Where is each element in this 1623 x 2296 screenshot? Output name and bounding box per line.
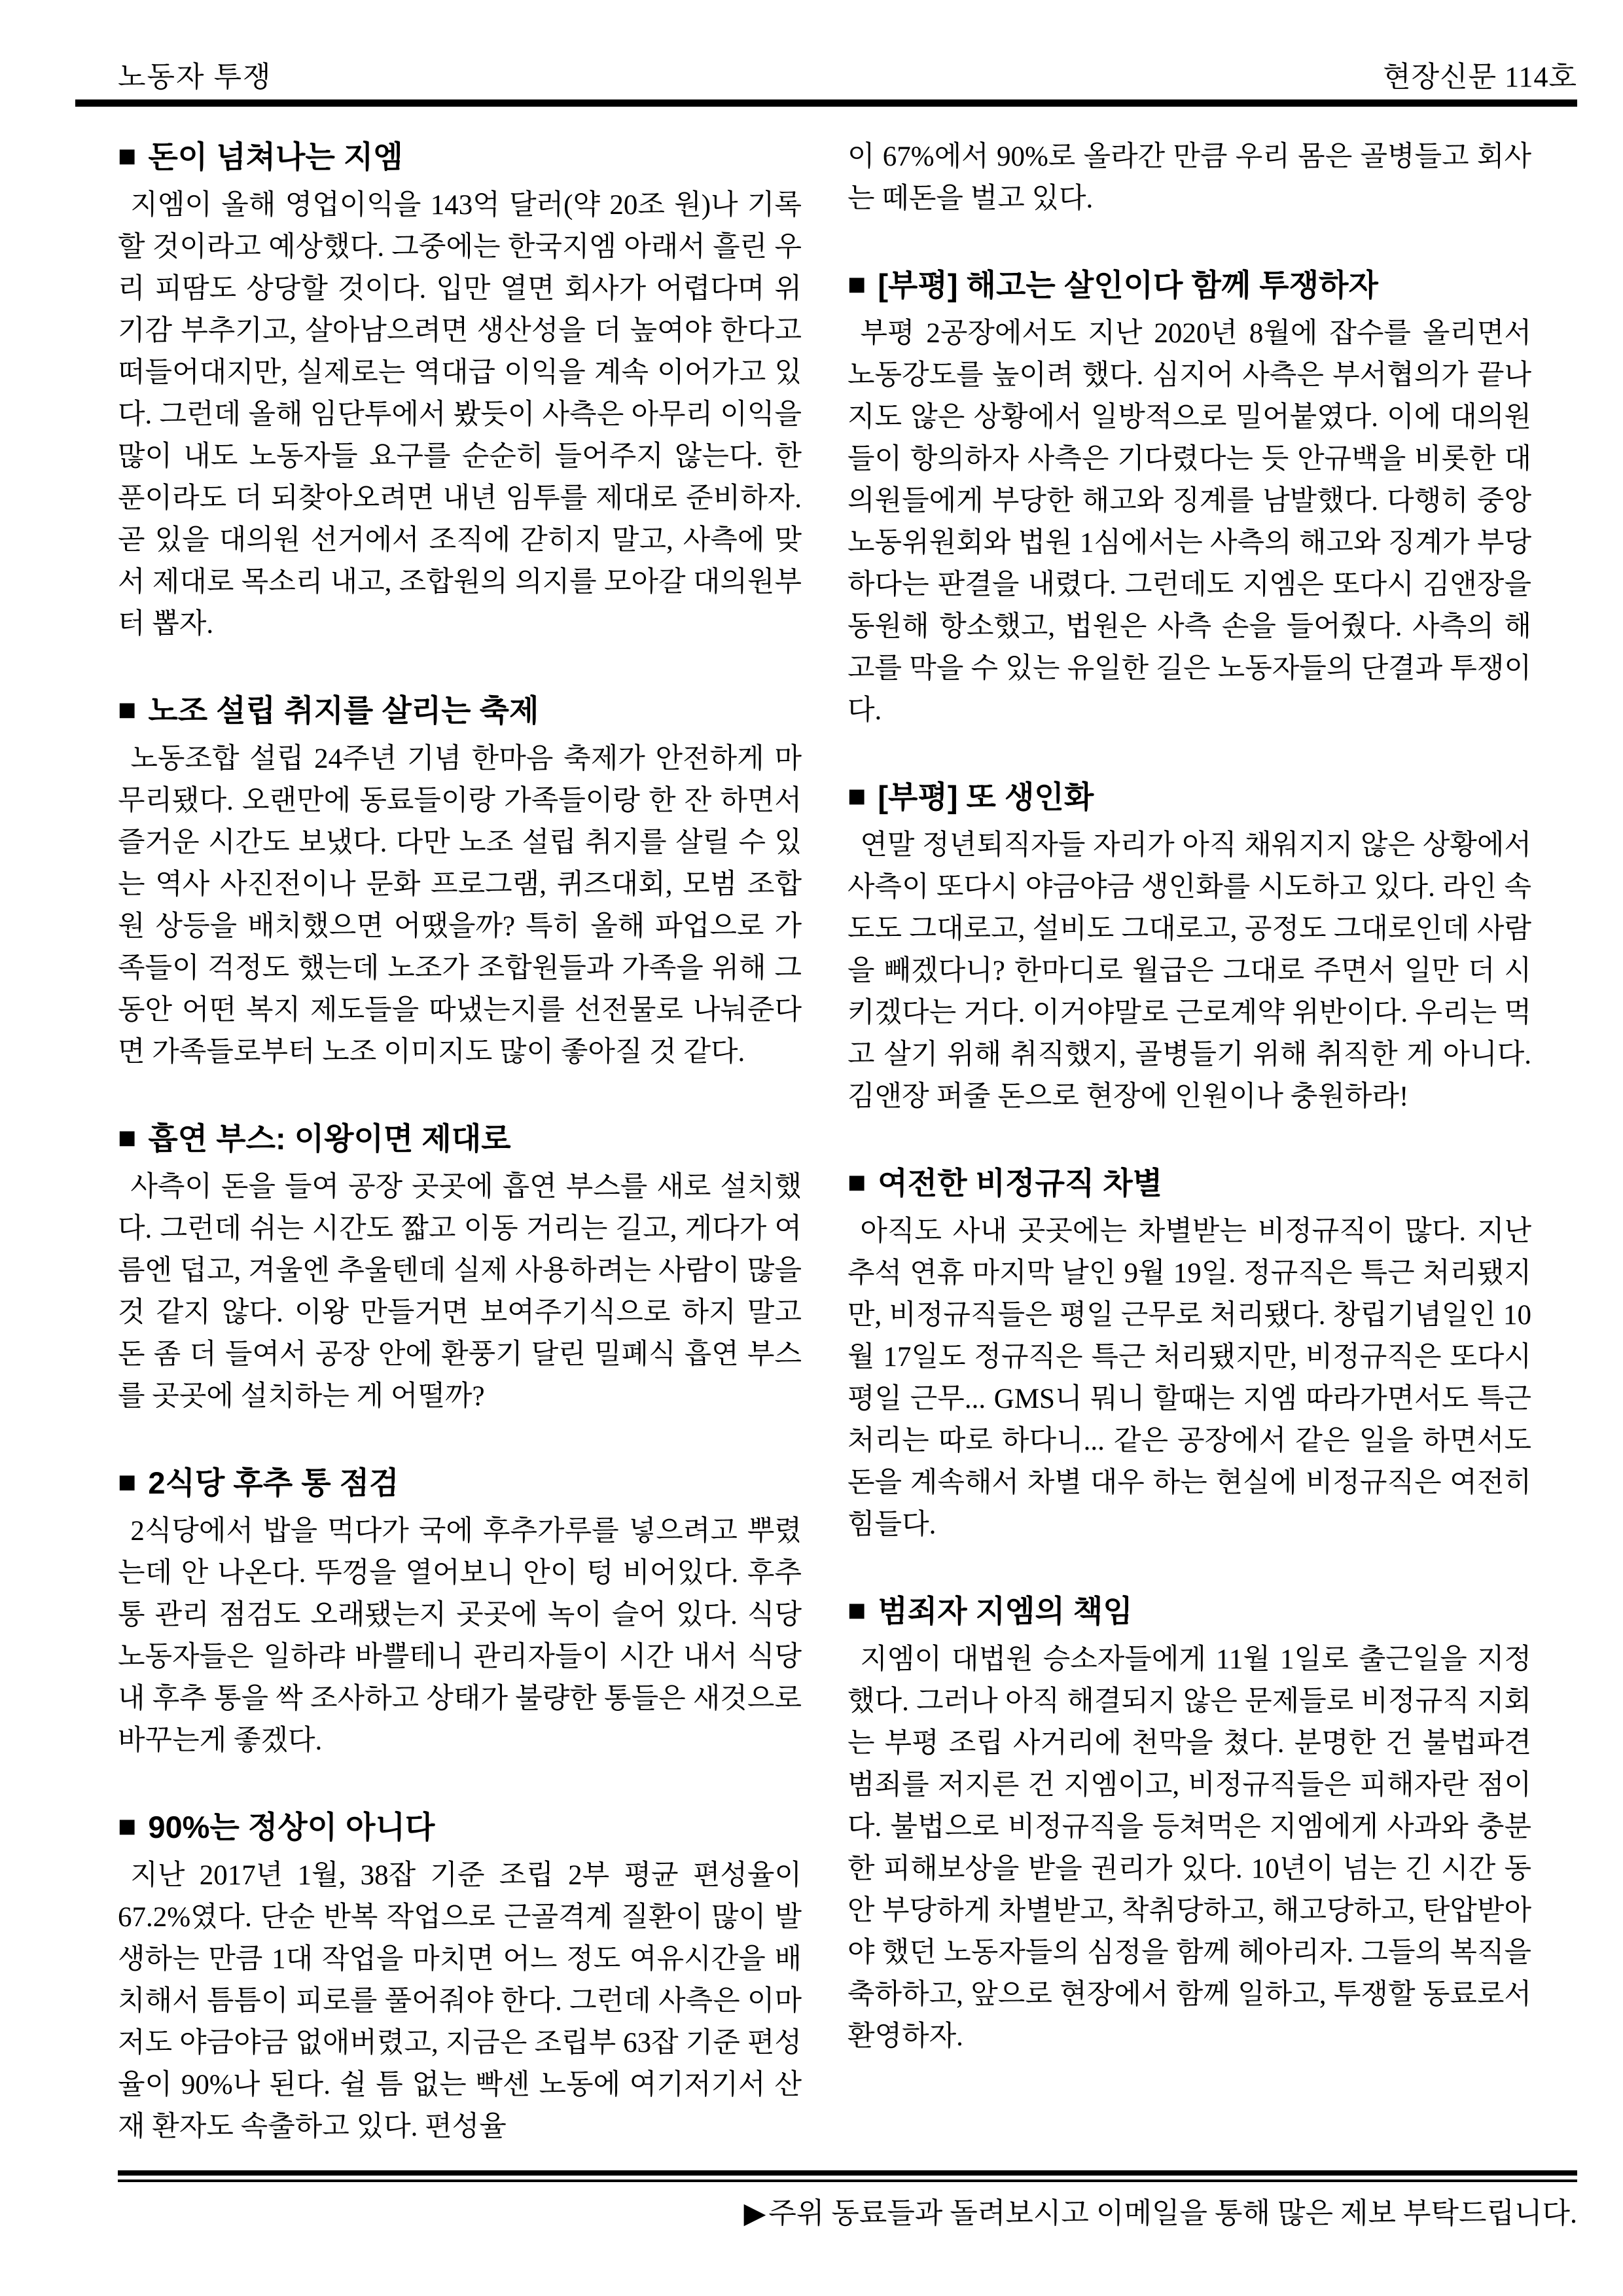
- section-heading: [118, 1462, 802, 1504]
- section-title: 2식당 후추 통 점검: [148, 1465, 399, 1500]
- section-smoking-booth: [118, 1118, 802, 1418]
- section-title: 흡연 부스: 이왕이면 제대로: [148, 1121, 511, 1156]
- section-title: 여전한 비정규직 차별: [878, 1166, 1163, 1200]
- section-title: [부평] 해고는 살인이다 함께 투쟁하자: [878, 268, 1378, 302]
- issue-number: 현장신문 114호: [1383, 61, 1577, 93]
- section-heading: [118, 136, 802, 178]
- section-title: 노조 설립 취지를 살리는 축제: [148, 693, 539, 728]
- header-rule-divider: [75, 99, 1577, 107]
- section-body: 사측이 돈을 들여 공장 곳곳에 흡연 부스를 새로 설치했다. 그런데 쉬는 시간도 짧고 이동 거리는 길고, 게다가 여름엔 덥고, 겨울엔 추울텐데 실제 사용하려는 사람이 많을 것 같지 않다. 이왕 만들거면 보여주기식으로 하지 말고 돈 좀 더 들여서 공장 안에 환풍기 달린 밀폐식 흡연 부스를 곳곳에 설치하는 게 어떨까?: [118, 1172, 802, 1412]
- section-cafeteria-pepper: [118, 1462, 802, 1762]
- section-heading: [847, 264, 1531, 306]
- section-body: 2식당에서 밥을 먹다가 국에 후추가루를 넣으려고 뿌렸는데 안 나온다. 뚜껑을 열어보니 안이 텅 비어있다. 후추 통 관리 점검도 오래됐는지 곳곳에 녹이 슬어 있다. 식당 노동자들은 일하랴 바쁠테니 관리자들이 시간 내서 식당내 후추 통을 싹 조사하고 상태가 불량한 통들은 새것으로 바꾸는게 좋겠다.: [118, 1516, 802, 1756]
- section-title: 돈이 넘쳐나는 지엠: [148, 139, 403, 174]
- footer-notice: [118, 2194, 1577, 2233]
- bullet-square-icon: ■: [118, 1464, 137, 1499]
- bullet-square-icon: ■: [847, 1592, 866, 1627]
- section-heading: [118, 1806, 802, 1848]
- bullet-square-icon: ■: [118, 138, 137, 173]
- section-body: 지엠이 대법원 승소자들에게 11월 1일로 출근일을 지정했다. 그러나 아직 해결되지 않은 문제들로 비정규직 지회는 부평 조립 사거리에 천막을 쳤다. 분명한 건 불법파견 범죄를 저지른 건 지엠이고, 비정규직들은 피해자란 점이다. 불법으로 비정규직을 등쳐먹은 지엠에게 사과와 충분한 피해보상을 받을 권리가 있다. 10년이 넘는 긴 시간 동안 부당하게 차별받고, 착취당하고, 해고당하고, 탄압받아야 했던 노동자들의 심정을 함께 헤아리자. 그들의 복직을 축하하고, 앞으로 현장에서 함께 일하고, 투쟁할 동료로서 환영하자.: [847, 1644, 1531, 2052]
- section-title: 90%는 정상이 아니다: [148, 1810, 435, 1844]
- section-bupyeong-dismissal: [847, 264, 1531, 732]
- section-heading: [118, 690, 802, 732]
- section-criminal-gm-responsibility: [847, 1590, 1531, 2058]
- section-heading: [847, 1590, 1531, 1632]
- bullet-square-icon: ■: [847, 266, 866, 301]
- bullet-square-icon: ■: [118, 1120, 137, 1155]
- section-body: 아직도 사내 곳곳에는 차별받는 비정규직이 많다. 지난 추석 연휴 마지막 날인 9월 19일. 정규직은 특근 처리됐지만, 비정규직들은 평일 근무로 처리됐다. 창립기념일인 10월 17일도 정규직은 특근 처리됐지만, 비정규직은 또다시 평일 근무... GMS니 뭐니 할때는 지엠 따라가면서도 특근 처리는 따로 하다니... 같은 공장에서 같은 일을 하면서도 돈을 계속해서 차별 대우 하는 현실에 비정규직은 여전히 힘들다.: [847, 1216, 1531, 1540]
- section-bupyeong-staff-cut: [847, 776, 1531, 1118]
- section-90-percent-abnormal: [118, 1806, 802, 2148]
- section-title: [부평] 또 생인화: [878, 780, 1094, 814]
- section-body: 노동조합 설립 24주년 기념 한마음 축제가 안전하게 마무리됐다. 오랜만에 동료들이랑 가족들이랑 한 잔 하면서 즐거운 시간도 보냈다. 다만 노조 설립 취지를 살릴 수 있는 역사 사진전이나 문화 프로그램, 퀴즈대회, 모범 조합원 상등을 배치했으면 어땠을까? 특히 올해 파업으로 가족들이 걱정도 했는데 노조가 조합원들과 가족을 위해 그동안 어떤 복지 제도들을 따냈는지를 선전물로 나눠준다면 가족들로부터 노조 이미지도 많이 좋아질 것 같다.: [118, 744, 802, 1067]
- paper-title: 노동자 투쟁: [118, 61, 272, 93]
- section-heading: [847, 776, 1531, 818]
- section-heading: [847, 1162, 1531, 1204]
- play-arrow-icon: ▶: [743, 2197, 766, 2229]
- section-body: 연말 정년퇴직자들 자리가 아직 채워지지 않은 상황에서 사측이 또다시 야금야금 생인화를 시도하고 있다. 라인 속도도 그대로고, 설비도 그대로고, 공정도 그대로인데 사람을 빼겠다니? 한마디로 월급은 그대로 주면서 일만 더 시키겠다는 거다. 이거야말로 근로계약 위반이다. 우리는 먹고 살기 위해 취직했지, 골병들기 위해 취직한 게 아니다. 김앤장 퍼줄 돈으로 현장에 인원이나 충원하라!: [847, 830, 1531, 1112]
- continued-paragraph: 이 67%에서 90%로 올라간 만큼 우리 몸은 골병들고 회사는 떼돈을 벌고 있다.: [847, 141, 1531, 214]
- left-column: [118, 136, 802, 2148]
- section-body: 지엠이 올해 영업이익을 143억 달러(약 20조 원)나 기록할 것이라고 예상했다. 그중에는 한국지엠 아래서 흘린 우리 피땀도 상당할 것이다. 입만 열면 회사가 어렵다며 위기감 부추기고, 살아남으려면 생산성을 더 높여야 한다고 떠들어대지만, 실제로는 역대급 이익을 계속 이어가고 있다. 그런데 올해 임단투에서 봤듯이 사측은 아무리 이익을 많이 내도 노동자들 요구를 순순히 들어주지 않는다. 한 푼이라도 더 되찾아오려면 내년 임투를 제대로 준비하자. 곧 있을 대의원 선거에서 조직에 갇히지 말고, 사측에 맞서 제대로 목소리 내고, 조합원의 의지를 모아갈 대의원부터 뽑자.: [118, 190, 802, 639]
- section-body: 지난 2017년 1월, 38잡 기준 조립 2부 평균 편성율이 67.2%였다. 단순 반복 작업으로 근골격계 질환이 많이 발생하는 만큼 1대 작업을 마치면 어느 정도 여유시간을 배치해서 틈틈이 피로를 풀어줘야 한다. 그런데 사측은 이마저도 야금야금 없애버렸고, 지금은 조립부 63잡 기준 편성율이 90%나 된다. 쉴 틈 없는 빡센 노동에 여기저기서 산재 환자도 속출하고 있다. 편성율: [118, 1860, 802, 2142]
- section-heading: [118, 1118, 802, 1160]
- masthead: [118, 60, 1577, 94]
- footer-rule-divider: [118, 2170, 1577, 2182]
- bullet-square-icon: ■: [847, 778, 866, 813]
- section-body: 부평 2공장에서도 지난 2020년 8월에 잡수를 올리면서 노동강도를 높이려 했다. 심지어 사측은 부서협의가 끝나지도 않은 상황에서 일방적으로 밀어붙였다. 이에 대의원들이 항의하자 사측은 기다렸다는 듯 안규백을 비롯한 대의원들에게 부당한 해고와 징계를 남발했다. 다행히 중앙노동위원회와 법원 1심에서는 사측의 해고와 징계가 부당하다는 판결을 내렸다. 그런데도 지엠은 또다시 김앤장을 동원해 항소했고, 법원은 사측 손을 들어줬다. 사측의 해고를 막을 수 있는 유일한 길은 노동자들의 단결과 투쟁이다.: [847, 318, 1531, 726]
- section-union-festival: [118, 690, 802, 1073]
- bullet-square-icon: ■: [118, 692, 137, 726]
- section-money-overflowing-gm: [118, 136, 802, 645]
- footer-notice-text: 주위 동료들과 돌려보시고 이메일을 통해 많은 제보 부탁드립니다.: [768, 2197, 1577, 2229]
- bullet-square-icon: ■: [847, 1164, 866, 1199]
- section-title: 범죄자 지엠의 책임: [878, 1594, 1133, 1628]
- section-irregular-discrimination: [847, 1162, 1531, 1546]
- bullet-square-icon: ■: [118, 1808, 137, 1843]
- right-column: [847, 136, 1531, 2058]
